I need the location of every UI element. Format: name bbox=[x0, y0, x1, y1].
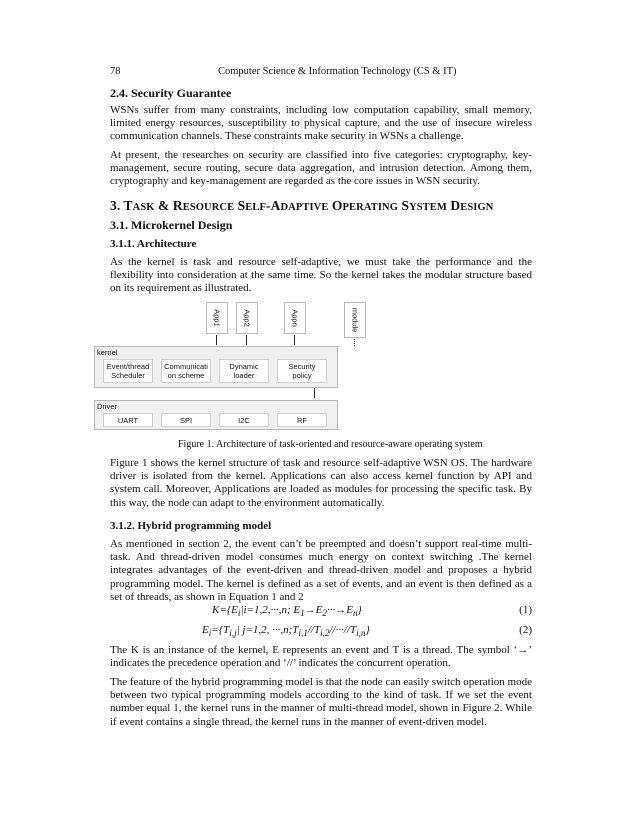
app-label: Appn bbox=[290, 309, 300, 327]
connector-arrow bbox=[246, 335, 247, 345]
connector-arrow bbox=[216, 335, 217, 345]
connector-dotted-arrow bbox=[354, 339, 355, 346]
page-number: 78 bbox=[110, 66, 121, 77]
eq-part: | j=1,2, ···,n;T bbox=[236, 624, 299, 636]
kernel-module-box: Dynamic loader bbox=[219, 359, 269, 383]
heading-part: O bbox=[328, 198, 343, 213]
architecture-figure bbox=[92, 302, 452, 432]
kernel-module-box: Communicati on scheme bbox=[161, 359, 211, 383]
app-label: module bbox=[350, 307, 360, 333]
app-label: App2 bbox=[242, 309, 252, 327]
driver-module-box: RF bbox=[277, 413, 327, 427]
app2-box bbox=[236, 302, 258, 334]
figure-caption: Figure 1. Architecture of task-oriented and resource-aware operating system bbox=[178, 439, 483, 450]
app-label: App1 bbox=[212, 309, 222, 327]
section-heading-3-1: 3.1. Microkernel Design bbox=[110, 218, 233, 232]
driver-module-box: SPI bbox=[161, 413, 211, 427]
equation-2-number: (2) bbox=[519, 624, 532, 636]
eq-part: E bbox=[202, 624, 209, 636]
equation-1-number: (1) bbox=[519, 604, 532, 616]
equation-2 bbox=[202, 624, 370, 638]
heading-part: -A bbox=[266, 198, 281, 213]
kernel-module-box: Security policy bbox=[277, 359, 327, 383]
heading-part: ASK bbox=[132, 202, 155, 213]
heading-part: ESOURCE bbox=[182, 202, 235, 213]
heading-part: & R bbox=[154, 198, 183, 213]
driver-module-box: I2C bbox=[219, 413, 269, 427]
eq-part: |i=1,2,···,n; E bbox=[240, 604, 301, 616]
paragraph-architecture: As the kernel is task and resource self-adaptive, we must take the performance and the flexibility into consideration at the same time. So the kernel takes the modular structure based on its requirement as illustrated. bbox=[110, 256, 532, 295]
kernel-module-box: Event/thread Scheduler bbox=[103, 359, 153, 383]
eq-part: →E bbox=[304, 604, 323, 616]
heading-part: D bbox=[446, 198, 461, 213]
driver-label: Driver bbox=[97, 402, 117, 411]
section-heading-3 bbox=[110, 198, 493, 214]
subsection-heading-3-1-1: 3.1.1. Architecture bbox=[110, 238, 197, 250]
paragraph-hybrid-model: As mentioned in section 2, the event can’t be preempted and doesn’t support real-time multi-task. And thread-driven model consumes much energy on context switching .The kernel integrates advantages of the event-driven and thread-driven model and proposes a hybrid programming model. The kernel is defined as a set of events, and an event is then defined as a set of threads, as shown in Equation 1 and 2 bbox=[110, 538, 532, 603]
eq-part: //···//T bbox=[329, 624, 357, 636]
heading-part: PERATING bbox=[342, 202, 398, 213]
eq-part: K={E bbox=[212, 604, 238, 616]
module-box bbox=[344, 302, 366, 338]
heading-part: ESIGN bbox=[460, 202, 494, 213]
driver-module-box: UART bbox=[103, 413, 153, 427]
subsection-heading-3-1-2: 3.1.2. Hybrid programming model bbox=[110, 520, 272, 532]
eq-sub: 2 bbox=[322, 608, 327, 619]
paragraph-feature: The feature of the hybrid programming model is that the node can easily switch operation mode between two typical programming models according to the kind of task. If we set the event number equal 1, the kernel runs in the manner of multi-thread model, shown in Figure 2. While if event contains a single thread, the kernel runs in the manner of event-driven model. bbox=[110, 676, 532, 728]
appn-box bbox=[284, 302, 306, 334]
eq-part: //T bbox=[307, 624, 321, 636]
paragraph-figure-explanation: Figure 1 shows the kernel structure of task and resource self-adaptive WSN OS. The hardware driver is isolated from the kernel. Applications can also access kernel function by API and system call. Moreover, Applications are loaded as modules for processing the specific task. By this way, the node can adapt to the environment automatically. bbox=[110, 457, 532, 509]
paragraph-security-2: At present, the researches on security are classified into five categories: cryptography, key-management, secure routing, secure data aggregation, and intrusion detection. Among them, cryptography and key-management are regarded as the core issues in WSN security. bbox=[110, 149, 532, 188]
heading-part: YSTEM bbox=[409, 202, 447, 213]
connector-arrow bbox=[314, 388, 315, 398]
equation-1 bbox=[212, 604, 362, 618]
paragraph-security-1: WSNs suffer from many constraints, including low computation capability, small memory, limited energy resources, susceptibility to physical capture, and the use of insecure wireless communication channels. These constraints make security in WSNs a challenge. bbox=[110, 104, 532, 143]
heading-part: ELF bbox=[245, 202, 267, 213]
heading-part: 3. T bbox=[110, 198, 133, 213]
eq-sub: i bbox=[237, 608, 241, 619]
eq-sub: i,j bbox=[229, 628, 237, 639]
kernel-layer bbox=[94, 346, 338, 388]
eq-sub: n bbox=[352, 608, 358, 619]
eq-sub: i bbox=[208, 628, 212, 639]
eq-sub: 1 bbox=[300, 608, 305, 619]
heading-part: S bbox=[397, 198, 410, 213]
kernel-label: kernel bbox=[97, 348, 118, 357]
heading-part: DAPTIVE bbox=[280, 202, 329, 213]
eq-sub: i,n bbox=[356, 628, 366, 639]
section-heading-2-4: 2.4. Security Guarantee bbox=[110, 86, 232, 100]
connector-arrow bbox=[294, 335, 295, 345]
journal-title: Computer Science & Information Technology (CS & IT) bbox=[218, 66, 457, 77]
eq-part: ={T bbox=[211, 624, 230, 636]
eq-part: } bbox=[365, 624, 370, 636]
eq-part: } bbox=[357, 604, 362, 616]
eq-part: ···→E bbox=[326, 604, 353, 616]
driver-layer bbox=[94, 400, 338, 430]
paragraph-symbols: The K is an instance of the kernel, E represents an event and T is a thread. The symbol ‘→’ indicates the precedence operation and ‘//’ indicates the concurrent operation. bbox=[110, 644, 532, 670]
app1-box bbox=[206, 302, 228, 334]
eq-sub: i,2 bbox=[320, 628, 330, 639]
eq-sub: i,1 bbox=[298, 628, 308, 639]
heading-part: S bbox=[234, 198, 246, 213]
